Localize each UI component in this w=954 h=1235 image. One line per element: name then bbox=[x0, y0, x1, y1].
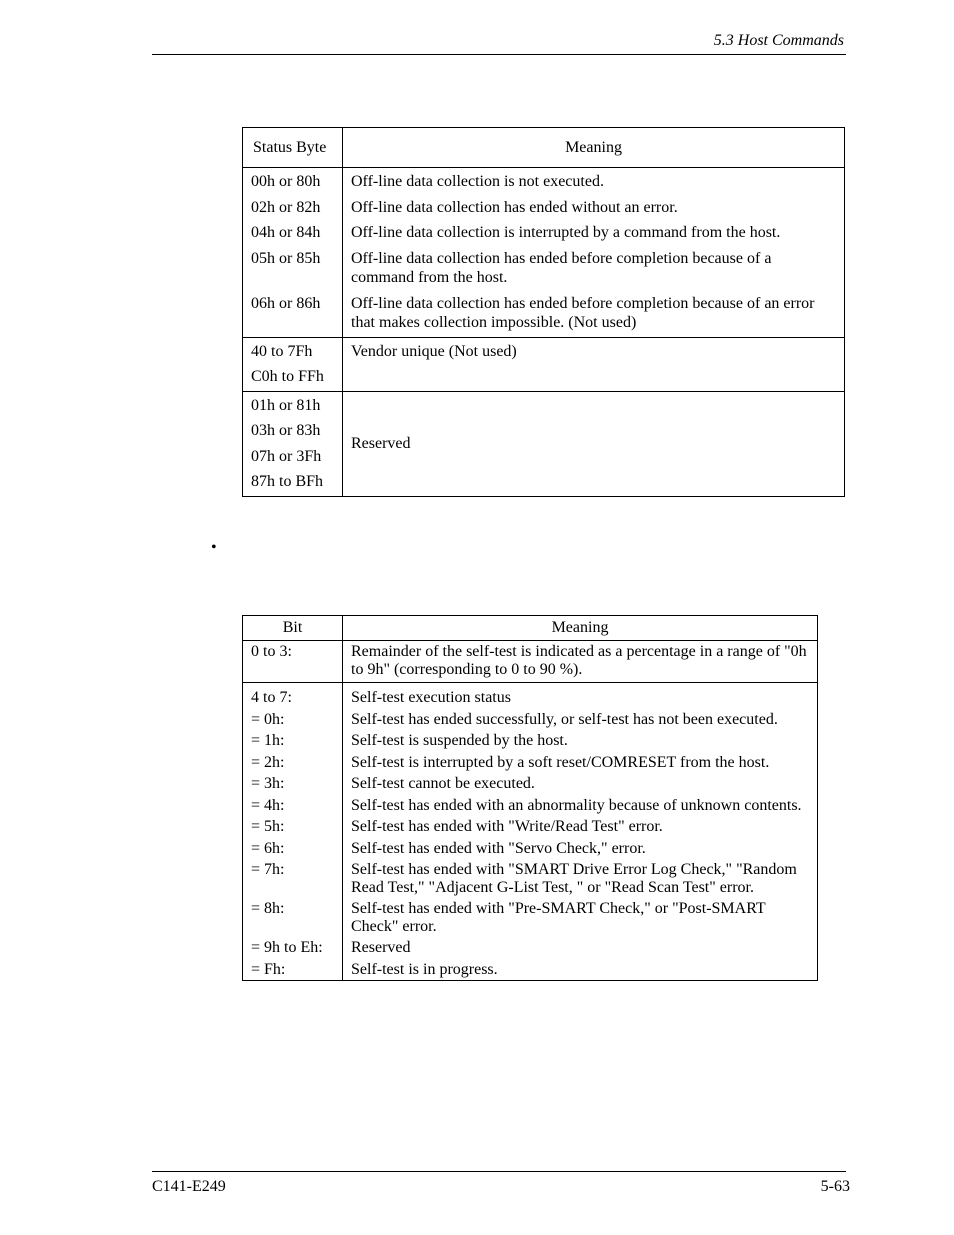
bit-value: = 8h: bbox=[243, 898, 343, 937]
bit-value: 0 to 3: bbox=[243, 641, 343, 683]
page-number: 5-63 bbox=[820, 1178, 850, 1195]
table-row bbox=[243, 730, 818, 752]
table-row bbox=[243, 246, 845, 291]
status-meaning: Off-line data collection is interrupted by a command from the host. bbox=[351, 224, 781, 241]
bit-meaning: Self-test cannot be executed. bbox=[351, 775, 535, 792]
bit-meaning: Self-test has ended with "Pre-SMART Check," or "Post-SMART Check" error. bbox=[351, 900, 766, 935]
status-byte-table bbox=[242, 127, 845, 497]
column-header-bit: Bit bbox=[243, 616, 343, 641]
status-meaning: Reserved bbox=[351, 435, 411, 453]
bit-value: = 9h to Eh: bbox=[243, 937, 343, 959]
status-meaning: Off-line data collection has ended before completion because of a command from the host. bbox=[351, 249, 772, 286]
status-meaning: Vendor unique (Not used) bbox=[343, 337, 845, 391]
table-row bbox=[243, 683, 818, 709]
bit-meaning: Self-test has ended with "SMART Drive Error Log Check," "Random Read Test," "Adjacent G-List Test, " or "Read Scan Test" error. bbox=[351, 861, 797, 896]
status-code: 87h to BFh bbox=[243, 469, 343, 496]
bit-value: = 4h: bbox=[243, 795, 343, 817]
table-row bbox=[243, 168, 845, 195]
table-row bbox=[243, 773, 818, 795]
table-header-row bbox=[243, 616, 818, 641]
table-row bbox=[243, 391, 845, 418]
status-code: 07h or 3Fh bbox=[243, 444, 343, 470]
status-code: 05h or 85h bbox=[243, 246, 343, 291]
table-row bbox=[243, 838, 818, 860]
status-code: 02h or 82h bbox=[243, 195, 343, 221]
status-code: 40 to 7Fh bbox=[243, 337, 343, 364]
self-test-status-table bbox=[242, 615, 818, 981]
status-code: 00h or 80h bbox=[243, 168, 343, 195]
status-code: 03h or 83h bbox=[243, 418, 343, 444]
table-row bbox=[243, 291, 845, 338]
bit-meaning: Reserved bbox=[351, 939, 411, 956]
status-meaning: Off-line data collection has ended before completion because of an error that makes collection impossible. (Not used) bbox=[343, 291, 845, 338]
table-row bbox=[243, 898, 818, 937]
table-row bbox=[243, 859, 818, 898]
bit-value: = 3h: bbox=[243, 773, 343, 795]
bit-meaning: Self-test has ended with "Write/Read Test" error. bbox=[351, 818, 663, 835]
bit-meaning: Self-test execution status bbox=[351, 689, 511, 706]
column-header-meaning: Meaning bbox=[343, 616, 818, 641]
status-code: 06h or 86h bbox=[243, 291, 343, 338]
table-row bbox=[243, 795, 818, 817]
bit-value: = 0h: bbox=[243, 709, 343, 731]
bit-value: = 5h: bbox=[243, 816, 343, 838]
table-row bbox=[243, 220, 845, 246]
section-title: 5.3 Host Commands bbox=[713, 32, 844, 49]
column-header-status-byte: Status Byte bbox=[243, 128, 343, 168]
bit-meaning: Self-test has ended with "Servo Check," error. bbox=[351, 839, 646, 857]
status-code: C0h to FFh bbox=[243, 364, 343, 391]
bit-meaning: Self-test is interrupted by a soft reset/COMRESET from the host. bbox=[351, 753, 770, 771]
status-code: 01h or 81h bbox=[243, 391, 343, 418]
table-row bbox=[243, 752, 818, 774]
table-row bbox=[243, 959, 818, 981]
bit-value: 4 to 7: bbox=[243, 683, 343, 709]
bit-value: = 2h: bbox=[243, 752, 343, 774]
bit-value: = 6h: bbox=[243, 838, 343, 860]
bit-value: = 1h: bbox=[243, 730, 343, 752]
table-row bbox=[243, 709, 818, 731]
status-meaning: Off-line data collection has ended without an error. bbox=[351, 198, 678, 216]
bullet-point: • bbox=[211, 539, 217, 556]
table-row bbox=[243, 195, 845, 221]
footer-divider bbox=[152, 1171, 846, 1172]
document-number: C141-E249 bbox=[152, 1178, 226, 1195]
table-row bbox=[243, 641, 818, 683]
bit-meaning: Self-test has ended with an abnormality because of unknown contents. bbox=[351, 796, 802, 814]
status-code: 04h or 84h bbox=[243, 220, 343, 246]
table-row bbox=[243, 337, 845, 364]
bit-meaning: Self-test has ended successfully, or self-test has not been executed. bbox=[351, 710, 778, 728]
table-header-row bbox=[243, 128, 845, 168]
bit-value: = 7h: bbox=[243, 859, 343, 898]
bit-meaning: Remainder of the self-test is indicated as a percentage in a range of "0h to 9h" (corresponding to 0 to 90 %). bbox=[343, 641, 818, 683]
table-row bbox=[243, 816, 818, 838]
column-header-meaning: Meaning bbox=[343, 128, 845, 168]
bit-meaning: Self-test is in progress. bbox=[351, 960, 498, 978]
status-meaning: Off-line data collection is not executed. bbox=[351, 173, 604, 190]
table-row bbox=[243, 937, 818, 959]
bit-meaning: Self-test is suspended by the host. bbox=[351, 732, 568, 749]
header-divider bbox=[152, 54, 846, 55]
bit-value: = Fh: bbox=[243, 959, 343, 981]
